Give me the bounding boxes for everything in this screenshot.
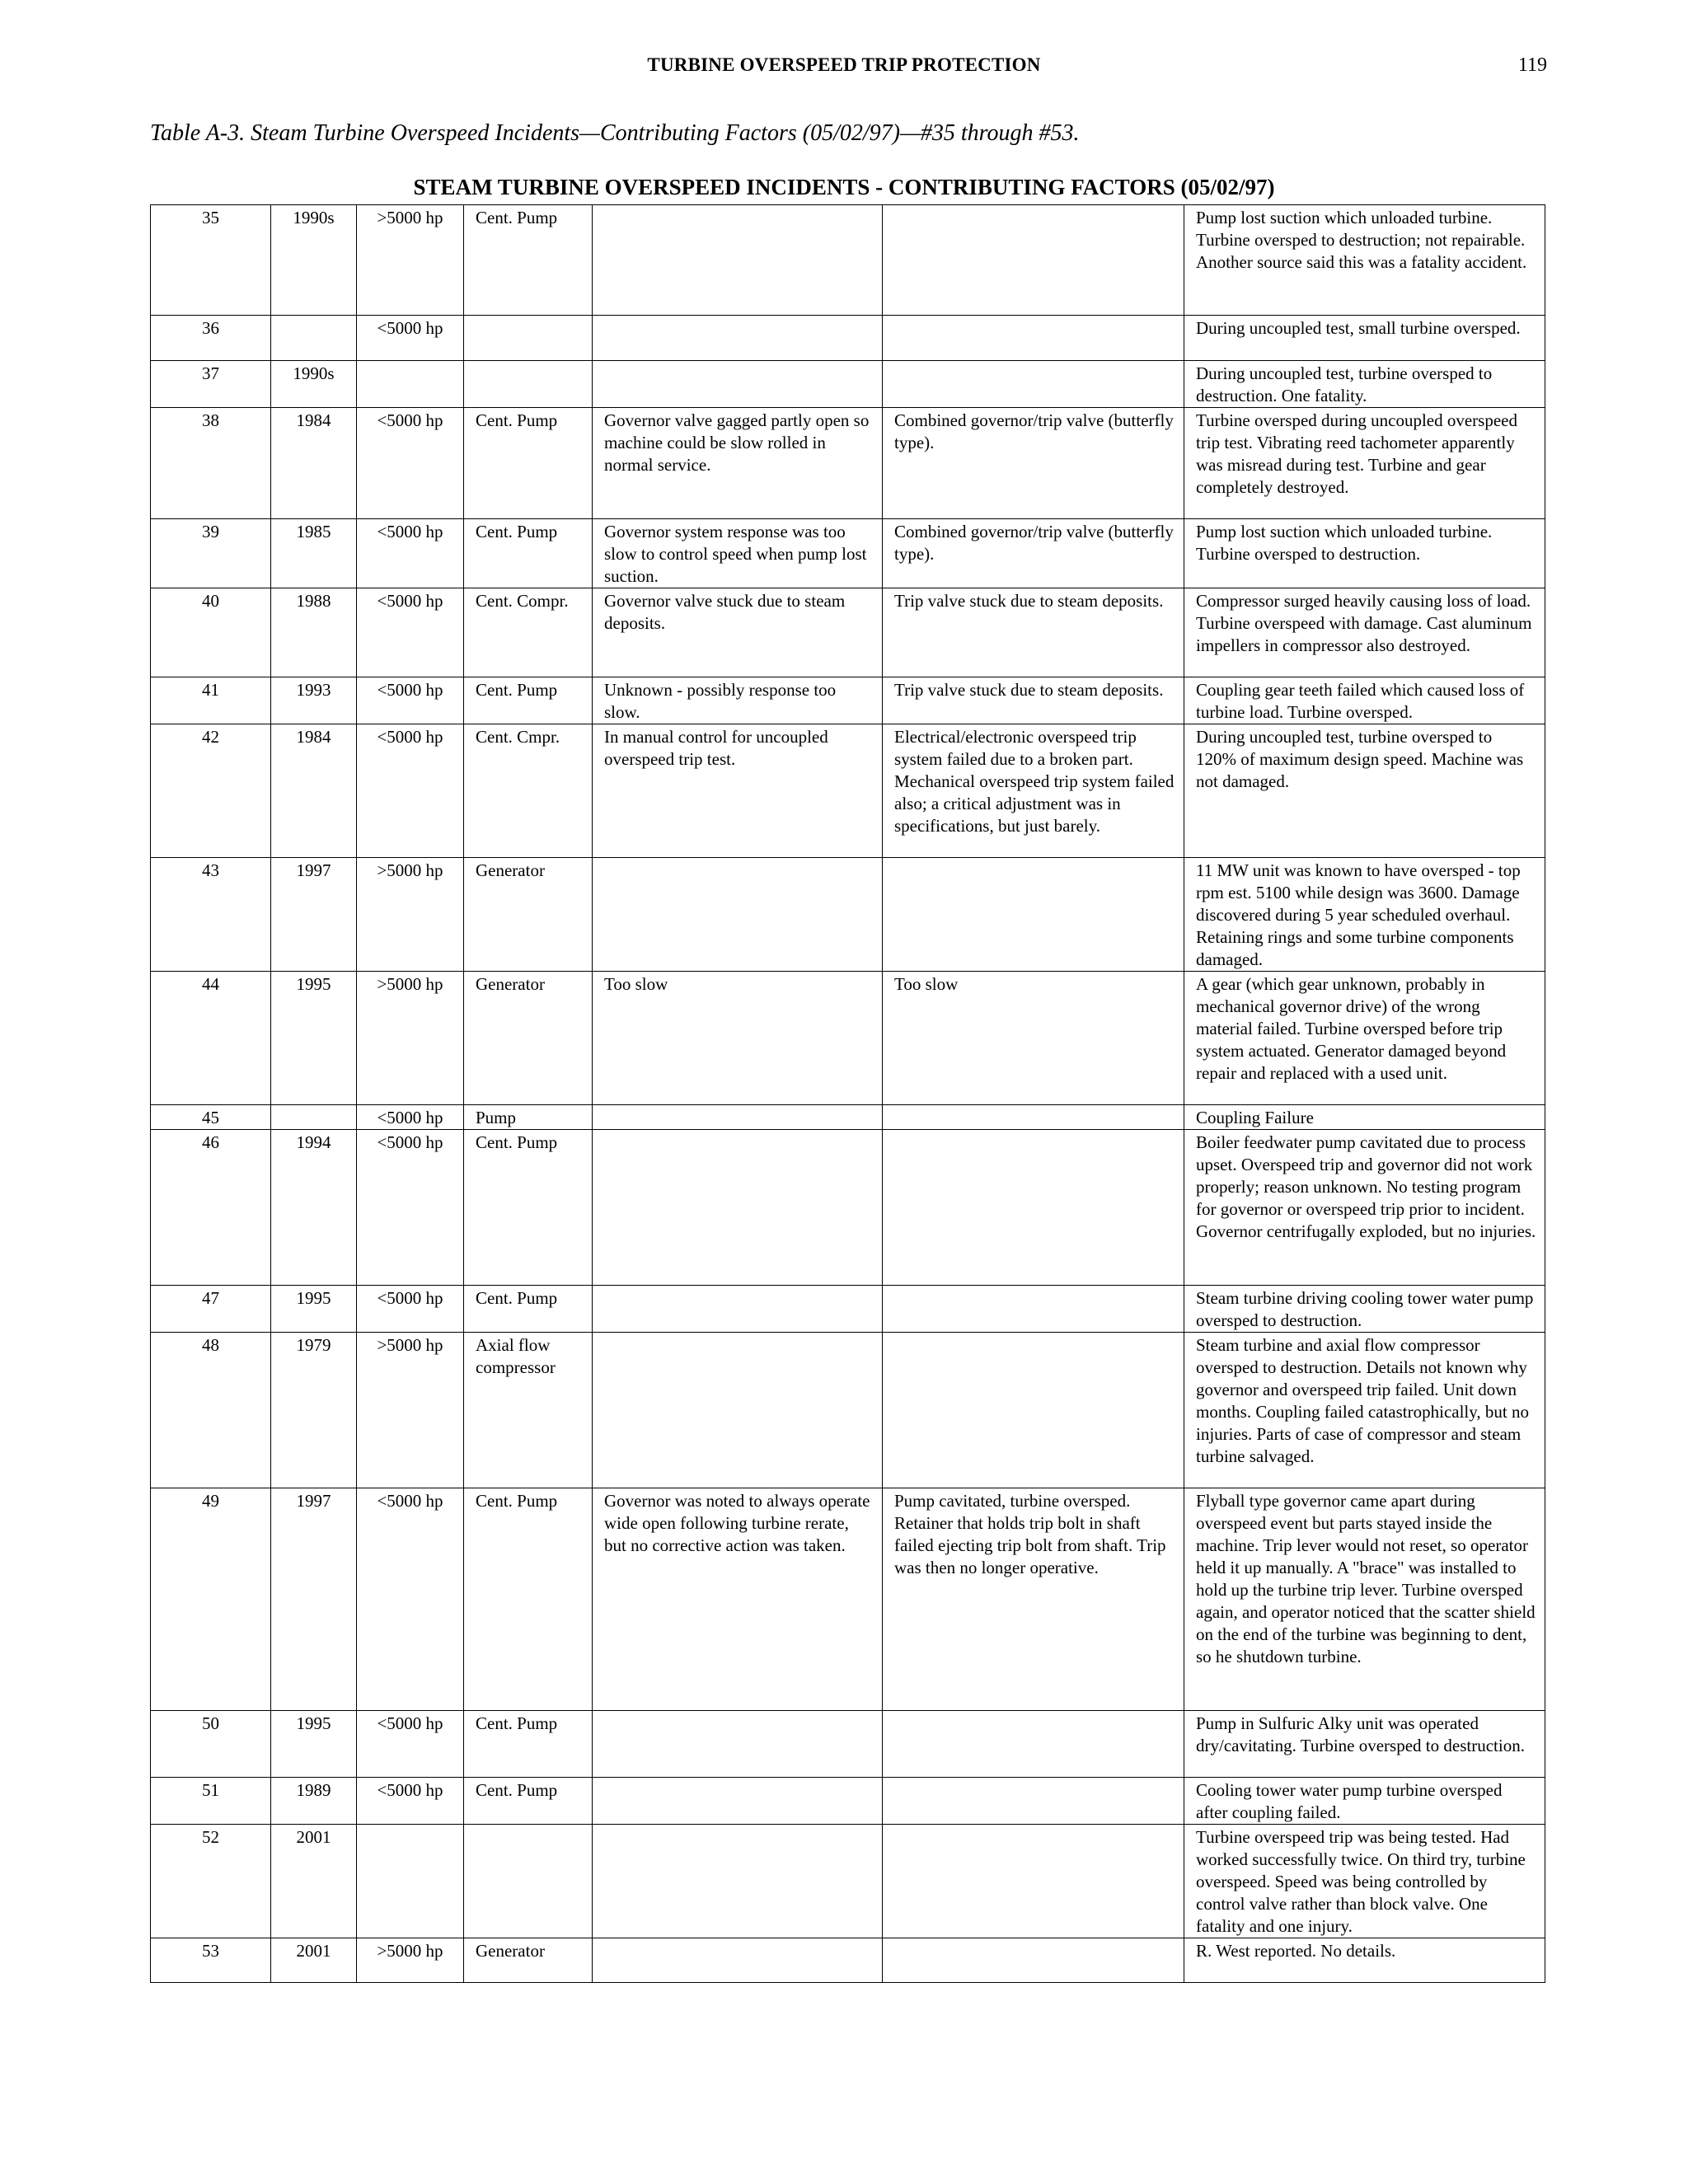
incident-year: 1979 [271, 1333, 357, 1488]
governor-factor [593, 316, 883, 361]
horsepower-class: <5000 hp [357, 588, 464, 677]
incident-description: Steam turbine driving cooling tower water pump oversped to destruction. [1184, 1286, 1545, 1333]
incident-description: Compressor surged heavily causing loss of load. Turbine overspeed with damage. Cast aluminum impellers in compressor also destroyed. [1184, 588, 1545, 677]
incident-number: 45 [151, 1105, 271, 1130]
incident-year: 1990s [271, 205, 357, 316]
incident-number: 38 [151, 408, 271, 519]
table-row [151, 724, 1545, 858]
horsepower-class: >5000 hp [357, 1938, 464, 1983]
table-row [151, 677, 1545, 724]
incident-number: 36 [151, 316, 271, 361]
governor-factor: Governor was noted to always operate wide open following turbine rerate, but no corrective action was taken. [593, 1488, 883, 1711]
table-row [151, 1938, 1545, 1983]
horsepower-class [357, 1825, 464, 1938]
incident-year: 1990s [271, 361, 357, 408]
incident-year: 1988 [271, 588, 357, 677]
trip-system-factor: Pump cavitated, turbine oversped. Retainer that holds trip bolt in shaft failed ejecting trip bolt from shaft. Trip was then no longer operative. [883, 1488, 1184, 1711]
horsepower-class: >5000 hp [357, 972, 464, 1105]
driven-equipment [464, 316, 593, 361]
trip-system-factor [883, 1778, 1184, 1825]
driven-equipment: Pump [464, 1105, 593, 1130]
governor-factor [593, 1711, 883, 1778]
incident-number: 48 [151, 1333, 271, 1488]
incidents-table-body [151, 205, 1545, 1983]
governor-factor [593, 1778, 883, 1825]
driven-equipment [464, 361, 593, 408]
incident-year: 1989 [271, 1778, 357, 1825]
trip-system-factor: Electrical/electronic overspeed trip system failed due to a broken part. Mechanical overspeed trip system failed also; a critical adjustment was in specifications, but just barely. [883, 724, 1184, 858]
incident-year: 1993 [271, 677, 357, 724]
table-title: STEAM TURBINE OVERSPEED INCIDENTS - CONTRIBUTING FACTORS (05/02/97) [413, 175, 1275, 199]
driven-equipment: Generator [464, 972, 593, 1105]
incident-number: 35 [151, 205, 271, 316]
incident-year: 2001 [271, 1938, 357, 1983]
table-row [151, 972, 1545, 1105]
trip-system-factor: Trip valve stuck due to steam deposits. [883, 677, 1184, 724]
horsepower-class: <5000 hp [357, 1286, 464, 1333]
table-row [151, 858, 1545, 972]
trip-system-factor [883, 1130, 1184, 1286]
governor-factor: Too slow [593, 972, 883, 1105]
trip-system-factor [883, 316, 1184, 361]
incident-number: 39 [151, 519, 271, 588]
incident-number: 51 [151, 1778, 271, 1825]
governor-factor [593, 1938, 883, 1983]
governor-factor [593, 858, 883, 972]
governor-factor: In manual control for uncoupled overspeed trip test. [593, 724, 883, 858]
table-row [151, 1825, 1545, 1938]
governor-factor [593, 1105, 883, 1130]
incident-description: Steam turbine and axial flow compressor oversped to destruction. Details not known why governor and overspeed trip failed. Unit down months. Coupling failed catastrophically, but no injuries. Parts of case of compressor and steam turbine salvaged. [1184, 1333, 1545, 1488]
governor-factor [593, 205, 883, 316]
governor-factor: Unknown - possibly response too slow. [593, 677, 883, 724]
incident-number: 49 [151, 1488, 271, 1711]
table-row [151, 1488, 1545, 1711]
incident-number: 50 [151, 1711, 271, 1778]
table-row [151, 1778, 1545, 1825]
incident-year: 1984 [271, 724, 357, 858]
horsepower-class: <5000 hp [357, 1778, 464, 1825]
incident-number: 53 [151, 1938, 271, 1983]
trip-system-factor [883, 1286, 1184, 1333]
driven-equipment [464, 1825, 593, 1938]
incident-description: Flyball type governor came apart during overspeed event but parts stayed inside the machine. Trip lever would not reset, so operator held it up manually. A "brace" was installed to hold up the turbine trip lever. Turbine oversped again, and operator noticed that the scatter shield on the end of the turbine was beginning to dent, so he shutdown turbine. [1184, 1488, 1545, 1711]
incident-description: During uncoupled test, turbine oversped to destruction. One fatality. [1184, 361, 1545, 408]
incident-description: Turbine overspeed trip was being tested. Had worked successfully twice. On third try, turbine overspeed. Speed was being controlled by control valve rather than block valve. One fatality and one injury. [1184, 1825, 1545, 1938]
incident-year: 1985 [271, 519, 357, 588]
driven-equipment: Cent. Pump [464, 1778, 593, 1825]
trip-system-factor [883, 1711, 1184, 1778]
incident-number: 44 [151, 972, 271, 1105]
horsepower-class: <5000 hp [357, 1488, 464, 1711]
trip-system-factor [883, 205, 1184, 316]
table-caption: Table A-3. Steam Turbine Overspeed Incidents—Contributing Factors (05/02/97)—#35 through #53. [150, 120, 1080, 146]
incident-year: 1994 [271, 1130, 357, 1286]
governor-factor [593, 1333, 883, 1488]
driven-equipment: Cent. Pump [464, 677, 593, 724]
incident-number: 41 [151, 677, 271, 724]
table-row [151, 1711, 1545, 1778]
table-row [151, 361, 1545, 408]
horsepower-class: <5000 hp [357, 408, 464, 519]
incident-number: 52 [151, 1825, 271, 1938]
incident-number: 47 [151, 1286, 271, 1333]
incident-year: 1984 [271, 408, 357, 519]
incident-year [271, 1105, 357, 1130]
incident-number: 42 [151, 724, 271, 858]
governor-factor [593, 1825, 883, 1938]
incident-description: A gear (which gear unknown, probably in mechanical governor drive) of the wrong material failed. Turbine oversped before trip system actuated. Generator damaged beyond repair and replaced with a used unit. [1184, 972, 1545, 1105]
running-head: TURBINE OVERSPEED TRIP PROTECTION [647, 54, 1041, 75]
trip-system-factor [883, 1333, 1184, 1488]
horsepower-class: <5000 hp [357, 724, 464, 858]
incident-description: Boiler feedwater pump cavitated due to process upset. Overspeed trip and governor did not work properly; reason unknown. No testing program for governor or overspeed trip prior to incident. Governor centrifugally exploded, but no injuries. [1184, 1130, 1545, 1286]
driven-equipment: Cent. Pump [464, 519, 593, 588]
driven-equipment: Axial flow compressor [464, 1333, 593, 1488]
trip-system-factor [883, 858, 1184, 972]
trip-system-factor: Too slow [883, 972, 1184, 1105]
incidents-table [150, 204, 1545, 1983]
incident-description: Cooling tower water pump turbine oversped after coupling failed. [1184, 1778, 1545, 1825]
incident-description: Pump lost suction which unloaded turbine. Turbine oversped to destruction. [1184, 519, 1545, 588]
governor-factor [593, 1286, 883, 1333]
incident-year [271, 316, 357, 361]
governor-factor [593, 361, 883, 408]
horsepower-class: >5000 hp [357, 1333, 464, 1488]
incident-year: 1995 [271, 972, 357, 1105]
trip-system-factor [883, 1825, 1184, 1938]
horsepower-class: <5000 hp [357, 677, 464, 724]
trip-system-factor: Combined governor/trip valve (butterfly type). [883, 519, 1184, 588]
horsepower-class: >5000 hp [357, 858, 464, 972]
incident-year: 2001 [271, 1825, 357, 1938]
governor-factor: Governor valve gagged partly open so machine could be slow rolled in normal service. [593, 408, 883, 519]
incident-description: Coupling gear teeth failed which caused loss of turbine load. Turbine oversped. [1184, 677, 1545, 724]
driven-equipment: Cent. Pump [464, 1711, 593, 1778]
driven-equipment: Cent. Cmpr. [464, 724, 593, 858]
trip-system-factor [883, 1105, 1184, 1130]
incident-year: 1997 [271, 858, 357, 972]
horsepower-class: <5000 hp [357, 1130, 464, 1286]
page-number: 119 [1517, 54, 1547, 76]
horsepower-class [357, 361, 464, 408]
driven-equipment: Cent. Pump [464, 1286, 593, 1333]
incident-number: 46 [151, 1130, 271, 1286]
incident-description: During uncoupled test, small turbine oversped. [1184, 316, 1545, 361]
incident-number: 40 [151, 588, 271, 677]
incident-description: 11 MW unit was known to have oversped - top rpm est. 5100 while design was 3600. Damage discovered during 5 year scheduled overhaul. Retaining rings and some turbine components damaged. [1184, 858, 1545, 972]
driven-equipment: Cent. Compr. [464, 588, 593, 677]
driven-equipment: Cent. Pump [464, 1130, 593, 1286]
incident-year: 1995 [271, 1711, 357, 1778]
driven-equipment: Cent. Pump [464, 205, 593, 316]
table-row [151, 588, 1545, 677]
incident-description: R. West reported. No details. [1184, 1938, 1545, 1983]
table-row [151, 1130, 1545, 1286]
governor-factor: Governor system response was too slow to control speed when pump lost suction. [593, 519, 883, 588]
trip-system-factor: Combined governor/trip valve (butterfly type). [883, 408, 1184, 519]
horsepower-class: <5000 hp [357, 316, 464, 361]
table-row [151, 316, 1545, 361]
table-row [151, 519, 1545, 588]
horsepower-class: <5000 hp [357, 519, 464, 588]
driven-equipment: Generator [464, 858, 593, 972]
horsepower-class: <5000 hp [357, 1105, 464, 1130]
governor-factor [593, 1130, 883, 1286]
incident-year: 1995 [271, 1286, 357, 1333]
incident-description: Pump lost suction which unloaded turbine. Turbine oversped to destruction; not repairable. Another source said this was a fatality accident. [1184, 205, 1545, 316]
incident-number: 43 [151, 858, 271, 972]
trip-system-factor [883, 361, 1184, 408]
table-row [151, 1333, 1545, 1488]
table-row [151, 1286, 1545, 1333]
driven-equipment: Cent. Pump [464, 1488, 593, 1711]
incident-number: 37 [151, 361, 271, 408]
driven-equipment: Generator [464, 1938, 593, 1983]
incident-description: During uncoupled test, turbine oversped to 120% of maximum design speed. Machine was not damaged. [1184, 724, 1545, 858]
governor-factor: Governor valve stuck due to steam deposits. [593, 588, 883, 677]
table-row [151, 408, 1545, 519]
trip-system-factor [883, 1938, 1184, 1983]
horsepower-class: >5000 hp [357, 205, 464, 316]
trip-system-factor: Trip valve stuck due to steam deposits. [883, 588, 1184, 677]
driven-equipment: Cent. Pump [464, 408, 593, 519]
table-row [151, 205, 1545, 316]
incident-description: Turbine oversped during uncoupled overspeed trip test. Vibrating reed tachometer apparently was misread during test. Turbine and gear completely destroyed. [1184, 408, 1545, 519]
incident-year: 1997 [271, 1488, 357, 1711]
incident-description: Coupling Failure [1184, 1105, 1545, 1130]
incident-description: Pump in Sulfuric Alky unit was operated dry/cavitating. Turbine oversped to destruction. [1184, 1711, 1545, 1778]
horsepower-class: <5000 hp [357, 1711, 464, 1778]
table-row [151, 1105, 1545, 1130]
